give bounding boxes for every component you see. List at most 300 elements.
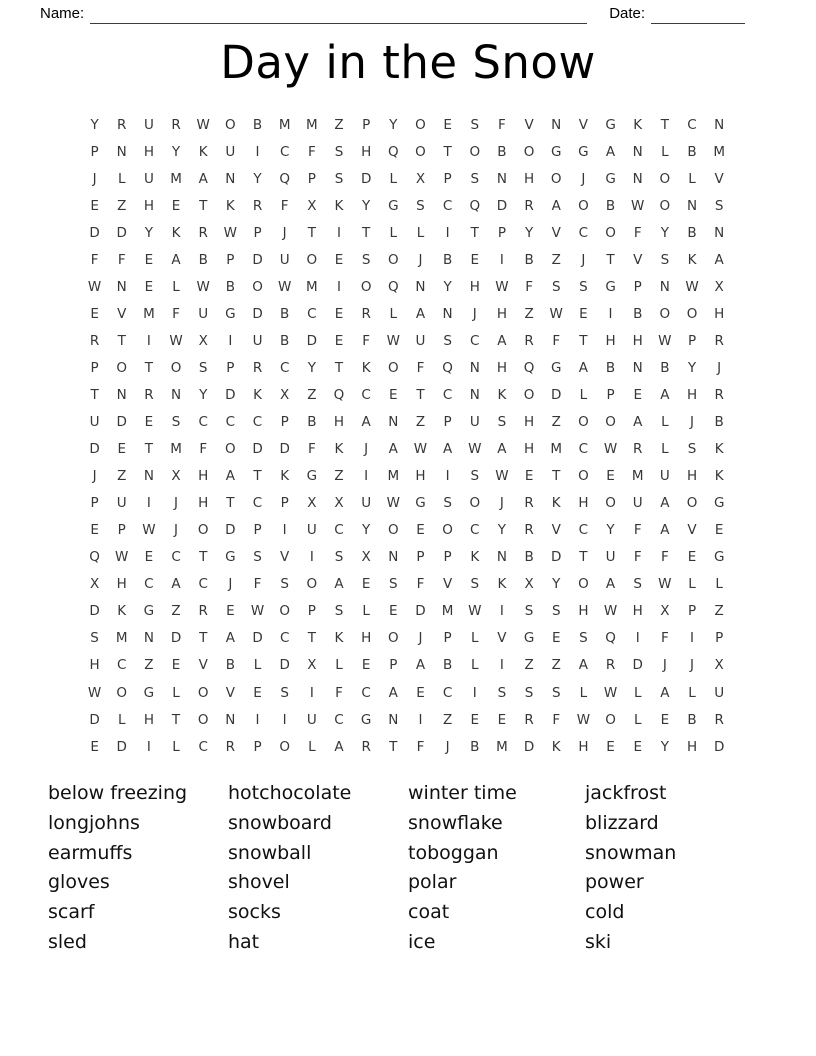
grid-cell: C: [442, 386, 453, 403]
grid-cell: V: [280, 549, 290, 566]
grid-cell: H: [361, 143, 372, 160]
grid-cell: N: [496, 549, 507, 566]
grid-cell: B: [307, 414, 317, 431]
word-list-item: longjohns: [48, 811, 140, 834]
grid-cell: Y: [524, 224, 534, 241]
grid-cell: O: [170, 359, 182, 376]
grid-cell: Z: [117, 197, 127, 214]
grid-cell: V: [551, 224, 561, 241]
grid-cell: W: [495, 468, 509, 485]
grid-cell: U: [306, 711, 317, 728]
grid-cell: S: [334, 143, 344, 160]
grid-cell: O: [197, 711, 209, 728]
grid-cell: H: [415, 468, 426, 485]
grid-cell: P: [389, 657, 398, 674]
grid-cell: E: [714, 522, 724, 539]
grid-cell: Y: [362, 197, 371, 214]
grid-cell: G: [578, 143, 589, 160]
grid-cell: V: [687, 522, 697, 539]
grid-cell: Z: [334, 116, 344, 133]
grid-cell: I: [146, 332, 151, 349]
grid-cell: B: [470, 738, 480, 755]
grid-cell: T: [470, 224, 479, 241]
grid-cell: A: [334, 738, 344, 755]
grid-cell: C: [198, 414, 208, 431]
grid-cell: B: [524, 549, 534, 566]
grid-cell: W: [413, 441, 428, 458]
grid-cell: Y: [199, 386, 208, 403]
grid-cell: J: [282, 224, 287, 241]
grid-cell: J: [418, 630, 423, 647]
grid-cell: G: [143, 684, 155, 701]
grid-cell: H: [333, 414, 345, 431]
word-list-column: [228, 779, 408, 958]
grid-cell: S: [633, 576, 642, 593]
grid-cell: N: [714, 224, 725, 241]
grid-cell: R: [89, 332, 100, 349]
grid-cell: Y: [171, 143, 181, 160]
grid-cell: P: [90, 359, 99, 376]
grid-cell: S: [416, 197, 425, 214]
grid-cell: W: [495, 278, 509, 295]
grid-cell: C: [198, 738, 208, 755]
grid-cell: Z: [524, 657, 534, 674]
grid-cell: F: [172, 305, 180, 322]
grid-cell: I: [499, 603, 504, 620]
grid-cell: S: [551, 278, 561, 295]
grid-cell: K: [714, 441, 724, 458]
grid-cell: E: [334, 305, 344, 322]
grid-cell: K: [551, 495, 561, 512]
grid-cell: T: [307, 630, 316, 647]
grid-cell: H: [524, 414, 535, 431]
grid-cell: Z: [144, 657, 154, 674]
grid-cell: E: [90, 197, 99, 214]
grid-cell: R: [524, 332, 534, 349]
grid-cell: O: [306, 251, 318, 268]
grid-cell: X: [307, 495, 317, 512]
grid-cell: Y: [552, 576, 561, 593]
grid-cell: T: [362, 224, 371, 241]
word-list-column: [585, 779, 745, 958]
grid-cell: K: [551, 738, 561, 755]
grid-cell: G: [388, 197, 399, 214]
grid-cell: B: [633, 305, 643, 322]
grid-cell: V: [198, 657, 208, 674]
grid-cell: Z: [551, 251, 561, 268]
grid-cell: M: [631, 468, 644, 485]
grid-cell: Z: [714, 603, 724, 620]
grid-cell: X: [307, 197, 317, 214]
grid-cell: O: [605, 414, 616, 431]
grid-cell: P: [280, 495, 289, 512]
grid-cell: P: [443, 630, 452, 647]
grid-cell: R: [714, 711, 724, 728]
word-list-item: earmuffs: [48, 841, 133, 864]
grid-cell: N: [170, 386, 182, 403]
grid-cell: W: [576, 711, 591, 728]
grid-cell: L: [471, 630, 479, 647]
word-list-item: ice: [408, 930, 436, 953]
grid-cell: D: [632, 657, 643, 674]
grid-cell: J: [364, 441, 369, 458]
grid-cell: P: [633, 278, 642, 295]
grid-cell: X: [171, 468, 181, 485]
grid-cell: V: [225, 684, 235, 701]
grid-cell: F: [416, 576, 425, 593]
grid-cell: K: [334, 197, 344, 214]
grid-cell: U: [714, 684, 725, 701]
grid-cell: F: [633, 549, 642, 566]
grid-cell: N: [686, 197, 698, 214]
grid-cell: K: [280, 468, 290, 485]
grid-cell: O: [225, 441, 236, 458]
grid-cell: N: [143, 468, 154, 485]
grid-cell: A: [388, 684, 398, 701]
grid-cell: G: [713, 549, 725, 566]
grid-cell: A: [633, 414, 643, 431]
word-list-item: snowman: [585, 841, 677, 864]
grid-cell: I: [282, 522, 287, 539]
grid-cell: U: [252, 332, 263, 349]
grid-cell: O: [279, 603, 290, 620]
grid-cell: N: [659, 278, 670, 295]
grid-cell: O: [578, 576, 589, 593]
grid-cell: S: [280, 684, 289, 701]
grid-cell: Z: [524, 305, 534, 322]
grid-cell: Y: [660, 738, 669, 755]
grid-cell: H: [361, 630, 372, 647]
grid-cell: O: [469, 495, 481, 512]
grid-cell: A: [660, 495, 670, 512]
grid-cell: P: [253, 224, 262, 241]
grid-cell: X: [280, 386, 290, 403]
grid-cell: M: [306, 278, 318, 295]
grid-cell: R: [524, 495, 534, 512]
grid-cell: N: [551, 116, 562, 133]
grid-cell: W: [468, 603, 482, 620]
grid-cell: G: [605, 278, 616, 295]
grid-cell: Z: [334, 468, 344, 485]
grid-cell: L: [688, 684, 696, 701]
grid-cell: L: [661, 143, 669, 160]
grid-cell: K: [198, 143, 208, 160]
grid-cell: K: [470, 549, 480, 566]
grid-cell: W: [658, 576, 672, 593]
grid-cell: J: [581, 251, 586, 268]
grid-cell: E: [171, 657, 181, 674]
grid-cell: P: [443, 170, 452, 187]
grid-cell: X: [307, 657, 317, 674]
grid-cell: F: [117, 251, 126, 268]
grid-cell: W: [223, 224, 238, 241]
grid-cell: H: [578, 603, 589, 620]
grid-cell: F: [307, 143, 316, 160]
grid-cell: T: [660, 116, 669, 133]
grid-cell: S: [579, 278, 588, 295]
grid-cell: X: [714, 657, 724, 674]
grid-cell: R: [171, 116, 181, 133]
grid-cell: N: [714, 116, 725, 133]
grid-cell: G: [225, 549, 236, 566]
name-blank-line: [90, 8, 587, 24]
word-list-item: below freezing: [48, 782, 188, 804]
grid-cell: O: [197, 522, 209, 539]
grid-cell: G: [605, 116, 616, 133]
grid-cell: C: [144, 576, 154, 593]
grid-cell: R: [198, 224, 208, 241]
grid-cell: I: [635, 630, 640, 647]
grid-cell: M: [387, 468, 400, 485]
grid-cell: E: [226, 603, 235, 620]
grid-cell: G: [551, 143, 562, 160]
grid-cell: P: [253, 522, 262, 539]
date-blank-line: [651, 8, 745, 24]
grid-cell: J: [499, 495, 504, 512]
grid-cell: L: [389, 170, 398, 187]
grid-cell: R: [524, 197, 534, 214]
grid-cell: Q: [523, 359, 535, 376]
grid-cell: X: [714, 278, 724, 295]
grid-cell: V: [524, 116, 534, 133]
grid-cell: E: [361, 576, 371, 593]
grid-cell: Y: [687, 359, 697, 376]
grid-cell: G: [713, 495, 725, 512]
grid-cell: Y: [443, 278, 452, 295]
grid-cell: W: [386, 495, 400, 512]
grid-cell: I: [472, 684, 477, 701]
grid-cell: H: [116, 576, 127, 593]
grid-cell: Y: [307, 359, 316, 376]
grid-cell: X: [361, 549, 371, 566]
grid-cell: F: [416, 359, 425, 376]
grid-cell: B: [442, 251, 453, 268]
grid-cell: S: [470, 468, 480, 485]
grid-cell: E: [497, 711, 507, 728]
grid-cell: E: [470, 711, 480, 728]
grid-cell: R: [605, 657, 616, 674]
grid-cell: H: [496, 305, 507, 322]
grid-cell: L: [471, 657, 479, 674]
grid-cell: R: [198, 603, 208, 620]
grid-cell: A: [660, 522, 670, 539]
grid-cell: E: [606, 468, 615, 485]
grid-cell: H: [686, 386, 698, 403]
grid-cell: Z: [551, 657, 561, 674]
grid-cell: H: [469, 278, 480, 295]
grid-cell: O: [550, 170, 562, 187]
grid-cell: A: [225, 468, 235, 485]
grid-cell: E: [90, 522, 99, 539]
grid-cell: V: [117, 305, 127, 322]
grid-cell: F: [280, 197, 289, 214]
grid-cell: C: [279, 143, 290, 160]
grid-cell: F: [362, 332, 371, 349]
grid-cell: G: [143, 603, 155, 620]
grid-cell: J: [418, 251, 423, 268]
grid-cell: W: [603, 441, 618, 458]
grid-cell: S: [470, 170, 480, 187]
grid-cell: O: [387, 522, 399, 539]
grid-cell: E: [443, 116, 452, 133]
grid-cell: S: [253, 549, 262, 566]
grid-cell: X: [198, 332, 208, 349]
grid-cell: S: [497, 414, 507, 431]
grid-cell: O: [659, 197, 671, 214]
grid-cell: I: [336, 278, 341, 295]
word-list: [48, 779, 786, 958]
grid-cell: J: [690, 657, 694, 674]
grid-cell: D: [551, 549, 562, 566]
grid-cell: M: [170, 441, 182, 458]
grid-cell: O: [659, 305, 671, 322]
grid-cell: F: [498, 116, 506, 133]
grid-cell: W: [658, 332, 672, 349]
grid-cell: F: [307, 441, 316, 458]
grid-cell: A: [605, 576, 616, 593]
grid-cell: L: [172, 684, 180, 701]
grid-cell: K: [633, 116, 643, 133]
grid-cell: M: [441, 603, 454, 620]
grid-cell: D: [713, 738, 725, 755]
grid-cell: O: [387, 359, 399, 376]
grid-cell: G: [415, 495, 426, 512]
grid-cell: U: [306, 522, 317, 539]
grid-cell: X: [415, 170, 426, 187]
grid-cell: F: [416, 738, 425, 755]
grid-cell: L: [579, 386, 588, 403]
grid-cell: N: [469, 359, 480, 376]
grid-cell: O: [116, 684, 128, 701]
grid-cell: S: [714, 197, 724, 214]
grid-cell: N: [442, 305, 453, 322]
word-list-item: hat: [228, 930, 260, 953]
grid-cell: K: [497, 386, 507, 403]
grid-cell: S: [660, 251, 670, 268]
grid-cell: F: [335, 684, 343, 701]
grid-cell: A: [660, 386, 670, 403]
grid-cell: J: [445, 738, 450, 755]
grid-cell: R: [252, 359, 263, 376]
grid-cell: S: [524, 603, 534, 620]
grid-cell: J: [717, 359, 722, 376]
word-list-item: blizzard: [585, 811, 659, 834]
grid-cell: S: [443, 495, 452, 512]
grid-cell: F: [253, 576, 262, 593]
grid-cell: Y: [389, 116, 398, 133]
grid-cell: A: [415, 305, 426, 322]
grid-cell: Z: [117, 468, 127, 485]
grid-cell: U: [279, 251, 290, 268]
grid-cell: R: [117, 116, 127, 133]
grid-cell: N: [225, 170, 236, 187]
grid-cell: B: [280, 332, 290, 349]
grid-cell: Q: [387, 278, 399, 295]
date-label: Date:: [609, 5, 646, 22]
grid-cell: C: [361, 684, 371, 701]
grid-cell: C: [252, 495, 263, 512]
grid-cell: B: [225, 657, 235, 674]
grid-cell: H: [686, 738, 698, 755]
grid-cell: D: [252, 251, 263, 268]
grid-cell: A: [334, 576, 344, 593]
grid-cell: J: [228, 576, 233, 593]
grid-cell: P: [443, 549, 452, 566]
grid-cell: N: [632, 170, 643, 187]
word-list-item: cold: [585, 901, 625, 924]
grid-cell: D: [252, 630, 263, 647]
grid-cell: N: [116, 386, 127, 403]
grid-cell: V: [551, 522, 561, 539]
grid-cell: P: [443, 414, 452, 431]
grid-cell: S: [524, 684, 534, 701]
grid-cell: V: [442, 576, 453, 593]
grid-cell: C: [578, 522, 589, 539]
grid-cell: F: [660, 549, 669, 566]
grid-cell: B: [198, 251, 208, 268]
grid-cell: Z: [415, 414, 426, 431]
grid-cell: E: [551, 630, 561, 647]
grid-cell: P: [117, 522, 126, 539]
grid-cell: H: [198, 468, 209, 485]
grid-cell: U: [659, 468, 670, 485]
grid-cell: A: [578, 359, 589, 376]
grid-cell: L: [688, 576, 696, 593]
grid-cell: O: [442, 522, 453, 539]
grid-cell: F: [199, 441, 208, 458]
grid-cell: O: [578, 414, 589, 431]
grid-cell: W: [631, 197, 645, 214]
grid-cell: W: [87, 278, 102, 295]
grid-cell: S: [90, 630, 99, 647]
grid-cell: A: [497, 332, 507, 349]
word-list-item: snowboard: [228, 811, 332, 834]
grid-cell: H: [605, 332, 616, 349]
grid-cell: E: [416, 522, 425, 539]
grid-cell: A: [605, 143, 616, 160]
grid-cell: W: [549, 305, 563, 322]
grid-cell: E: [90, 305, 99, 322]
grid-cell: N: [632, 359, 643, 376]
grid-cell: I: [445, 224, 450, 241]
grid-cell: G: [605, 170, 616, 187]
grid-cell: A: [660, 684, 670, 701]
grid-cell: K: [171, 224, 181, 241]
grid-cell: S: [334, 170, 344, 187]
grid-cell: I: [228, 332, 233, 349]
grid-cell: H: [578, 495, 589, 512]
grid-cell: M: [278, 116, 291, 133]
grid-cell: K: [687, 251, 697, 268]
grid-cell: D: [225, 522, 236, 539]
grid-cell: G: [360, 711, 372, 728]
grid-cell: U: [143, 116, 154, 133]
word-list-item: shovel: [228, 871, 290, 894]
grid-cell: E: [660, 711, 670, 728]
grid-cell: K: [361, 359, 371, 376]
grid-cell: X: [334, 495, 344, 512]
word-list-item: gloves: [48, 871, 110, 894]
grid-cell: S: [687, 441, 697, 458]
grid-cell: I: [336, 224, 341, 241]
grid-cell: L: [389, 224, 398, 241]
grid-cell: I: [418, 711, 423, 728]
grid-cell: O: [252, 278, 263, 295]
grid-cell: E: [334, 332, 344, 349]
grid-cell: W: [196, 278, 210, 295]
word-list-item: polar: [408, 871, 457, 894]
grid-cell: I: [282, 711, 287, 728]
